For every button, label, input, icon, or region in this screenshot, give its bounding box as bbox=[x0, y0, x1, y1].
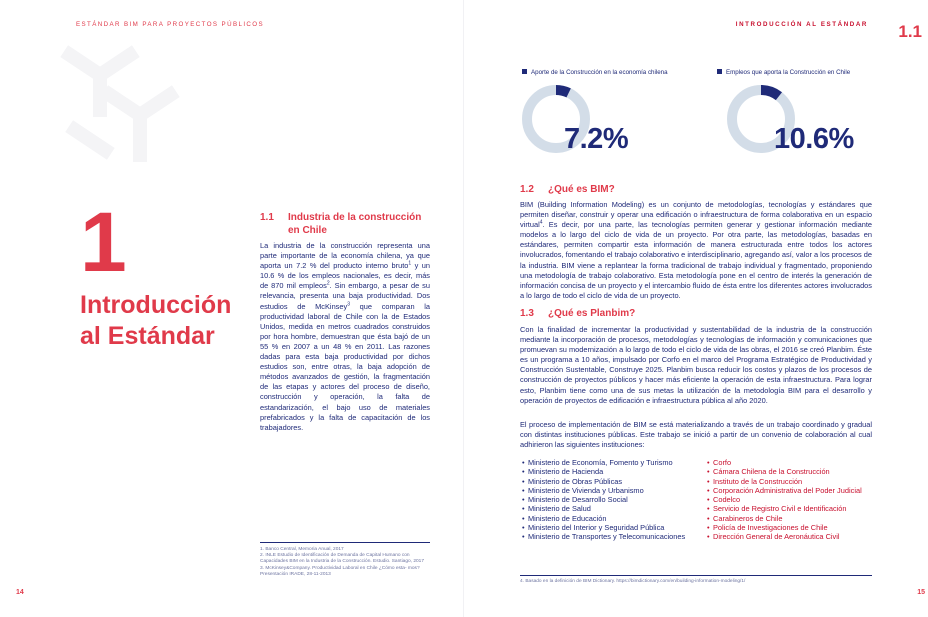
background-cube-pattern bbox=[60, 40, 190, 180]
section-1-1-body: La industria de la construcción representa una parte importante de la economía chilena, ya que aporta un 7.2 % del producto interno bruto$^1$ y un 10.6 % de los empleos nacionales, es decir, más de 870 mil empleos$^2$. Sin embargo, a pesar de su relevancia, presenta una baja productividad. Dos estudios de McKinsey$^3$ que comparan la productividad laboral de Chile con la de Estados Unidos, medida en metros cuadrados construidos por hora hombre, demuestran que ésta bajó de un 55 % en 2007 a un 48 % en 2011. Las razones dadas para esta baja productividad por dichos estudios son, entre otras, la baja adopción de métodos avanzados de gestión, la fragmentación de las etapas y actores del proceso de diseño, construcción y operación, la falta de estandarización, el bajo uso de materiales prefabricados y la falta de capacitación de los trabajadores. bbox=[260, 241, 431, 432]
page-number-left: 14 bbox=[16, 589, 24, 596]
list-item: • Ministerio de Vivienda y Urbanismo bbox=[522, 485, 644, 495]
footnote-2: 2. INLE Estudio de Identificación de Demanda de Capital Humano con Capacidades BIM en la Industria de la Construcción. Estudio. Santiago, 2017 bbox=[260, 553, 424, 565]
section-title: ¿Qué es BIM? bbox=[548, 184, 615, 195]
legend-square-icon bbox=[717, 69, 722, 74]
section-number: 1.1 bbox=[260, 212, 274, 223]
chapter-title-line2: al Estándar bbox=[80, 322, 215, 350]
donut-legend-economy bbox=[522, 69, 668, 76]
footnote-divider bbox=[520, 575, 872, 576]
list-item: • Policía de Investigaciones de Chile bbox=[707, 523, 828, 533]
section-title: ¿Qué es Planbim? bbox=[548, 308, 636, 319]
footnote-ref-4[interactable]: 4 bbox=[539, 219, 543, 226]
right-page bbox=[464, 0, 928, 617]
list-item: • Codelco bbox=[707, 495, 741, 505]
institutions-list-right bbox=[707, 458, 862, 542]
running-head-left: ESTÁNDAR BIM PARA PROYECTOS PÚBLICOS bbox=[76, 21, 265, 28]
footnote-ref-1[interactable]: 1 bbox=[408, 260, 412, 267]
section-title-line2: en Chile bbox=[288, 224, 327, 236]
chapter-title-line1: Introducción bbox=[80, 291, 232, 319]
chapter-tab: 1.1 bbox=[898, 22, 922, 41]
list-item: • Ministerio del Interior y Seguridad Pública bbox=[522, 523, 665, 533]
section-1-3-heading bbox=[520, 308, 880, 321]
list-item: • Ministerio de Transportes y Telecomunicaciones bbox=[522, 532, 686, 542]
section-1-3-paragraph-1: Con la finalidad de incrementar la productividad y sustentabilidad de la industria de la construcción mediante la incorporación de procesos, metodologías y tecnologías de información y comunicaciones que promuevan su modernización a lo largo de todo el ciclo de vida de las obras, el 2016 se creó Planbim. Éste es un programa a 10 años, impulsado por Corfo en el marco del Programa Estratégico de Productividad y Construcción Sustentable, Construye 2025. Planbim busca reducir los costos y plazos de los procesos de construcción de proyectos públicos y hacer más eficiente la operación de esta infraestructura. Para lograr esto, Planbim tiene como una de sus metas la utilización de la metodología BIM para el desarrollo y operación de proyectos de edificación e infraestructura pública al año 2020. bbox=[520, 325, 872, 405]
donut-legend-label: Empleos que aporta la Construcción en Chile bbox=[726, 69, 851, 76]
running-head-right: INTRODUCCIÓN AL ESTÁNDAR bbox=[735, 21, 868, 28]
footnote-divider bbox=[260, 542, 430, 543]
chapter-number: 1 bbox=[80, 195, 127, 289]
institutions-list-left bbox=[522, 458, 685, 542]
section-1-2-heading bbox=[520, 184, 880, 197]
list-item: • Cámara Chilena de la Construcción bbox=[707, 467, 830, 477]
list-item: • Corfo bbox=[707, 458, 732, 467]
section-number: 1.3 bbox=[520, 308, 534, 319]
chapter-title bbox=[80, 290, 231, 352]
list-item: • Instituto de la Construcción bbox=[707, 476, 803, 486]
footnote-ref-2[interactable]: 2 bbox=[326, 280, 330, 287]
section-1-2-body: BIM (Building Information Modeling) es un conjunto de metodologías, tecnologías y estándares que permiten diseñar, construir y operar una edificación o infraestructura de forma colaborativa en un espacio virtual$^4$. Es decir, por una parte, las tecnologías permiten generar y gestionar información mediante modelos a lo largo del ciclo de vida de un proyecto. Por otra parte, las metodologías, basadas en estándares, permiten compartir esta información de manera estructurada entre todos los actores involucrados, fomentando el trabajo colaborativo e interdisciplinario, agregando así, valor a los procesos de la industria. BIM viene a replantear la forma tradicional de trabajo individual y fragmentado, proponiendo una metodología de trabajo colaborativo. Esta metodología pone en el centro de interés la generación de información concisa de un proyecto y el intercambio fluido de ésta entre los diferentes actores involucrados a lo largo de todo el ciclo de vida de un proyecto. bbox=[520, 200, 872, 300]
donut-value-employment: 10.6% bbox=[774, 123, 854, 155]
footnote-1: 1. Banco Central, Memoria Anual, 2017 bbox=[260, 547, 344, 552]
donut-value-arc bbox=[761, 90, 779, 96]
donut-value-economy: 7.2% bbox=[564, 123, 629, 155]
list-item: • Ministerio de Educación bbox=[522, 513, 607, 523]
list-item: • Servicio de Registro Civil e Identificación bbox=[707, 504, 847, 514]
list-item: • Ministerio de Obras Públicas bbox=[522, 476, 623, 486]
section-title-line1: Industria de la construcción bbox=[288, 212, 422, 223]
legend-square-icon bbox=[522, 69, 527, 74]
footnote-ref-3[interactable]: 3 bbox=[347, 301, 350, 308]
list-item: • Ministerio de Economía, Fomento y Turismo bbox=[522, 458, 673, 467]
list-item: • Dirección General de Aeronáutica Civil bbox=[707, 532, 840, 542]
list-item: • Ministerio de Hacienda bbox=[522, 467, 604, 477]
section-1-1-heading bbox=[260, 212, 440, 237]
footnotes-left bbox=[260, 547, 430, 578]
donut-legend-label: Aporte de la Construcción en la economía chilena bbox=[531, 69, 668, 76]
footnote-4: 4. Basado en la definición de BIM Dictionary. https://bimdictionary.com/en/building-information-modeling/1/ bbox=[520, 579, 746, 584]
list-item: • Ministerio de Salud bbox=[522, 504, 591, 514]
list-item: • Corporación Administrativa del Poder Judicial bbox=[707, 485, 862, 495]
footnote-3: 3. McKinsey&Company. Productividad Laboral en Chile ¿Cómo esta- mos? Presentación IRADE, 28-11-2013 bbox=[260, 565, 420, 577]
section-number: 1.2 bbox=[520, 184, 534, 195]
page-number-right: 15 bbox=[917, 589, 925, 596]
donut-value-arc bbox=[556, 90, 569, 93]
donut-legend-employment bbox=[717, 69, 850, 76]
list-item: • Ministerio de Desarrollo Social bbox=[522, 495, 628, 505]
list-item: • Carabineros de Chile bbox=[707, 513, 783, 523]
section-1-3-paragraph-2: El proceso de implementación de BIM se está materializando a través de un trabajo coordinado y gradual con distintas instituciones públicas. Este trabajo se inició a partir de un convenio de colaboración al cual adhirieron las siguientes instituciones: bbox=[520, 420, 872, 450]
